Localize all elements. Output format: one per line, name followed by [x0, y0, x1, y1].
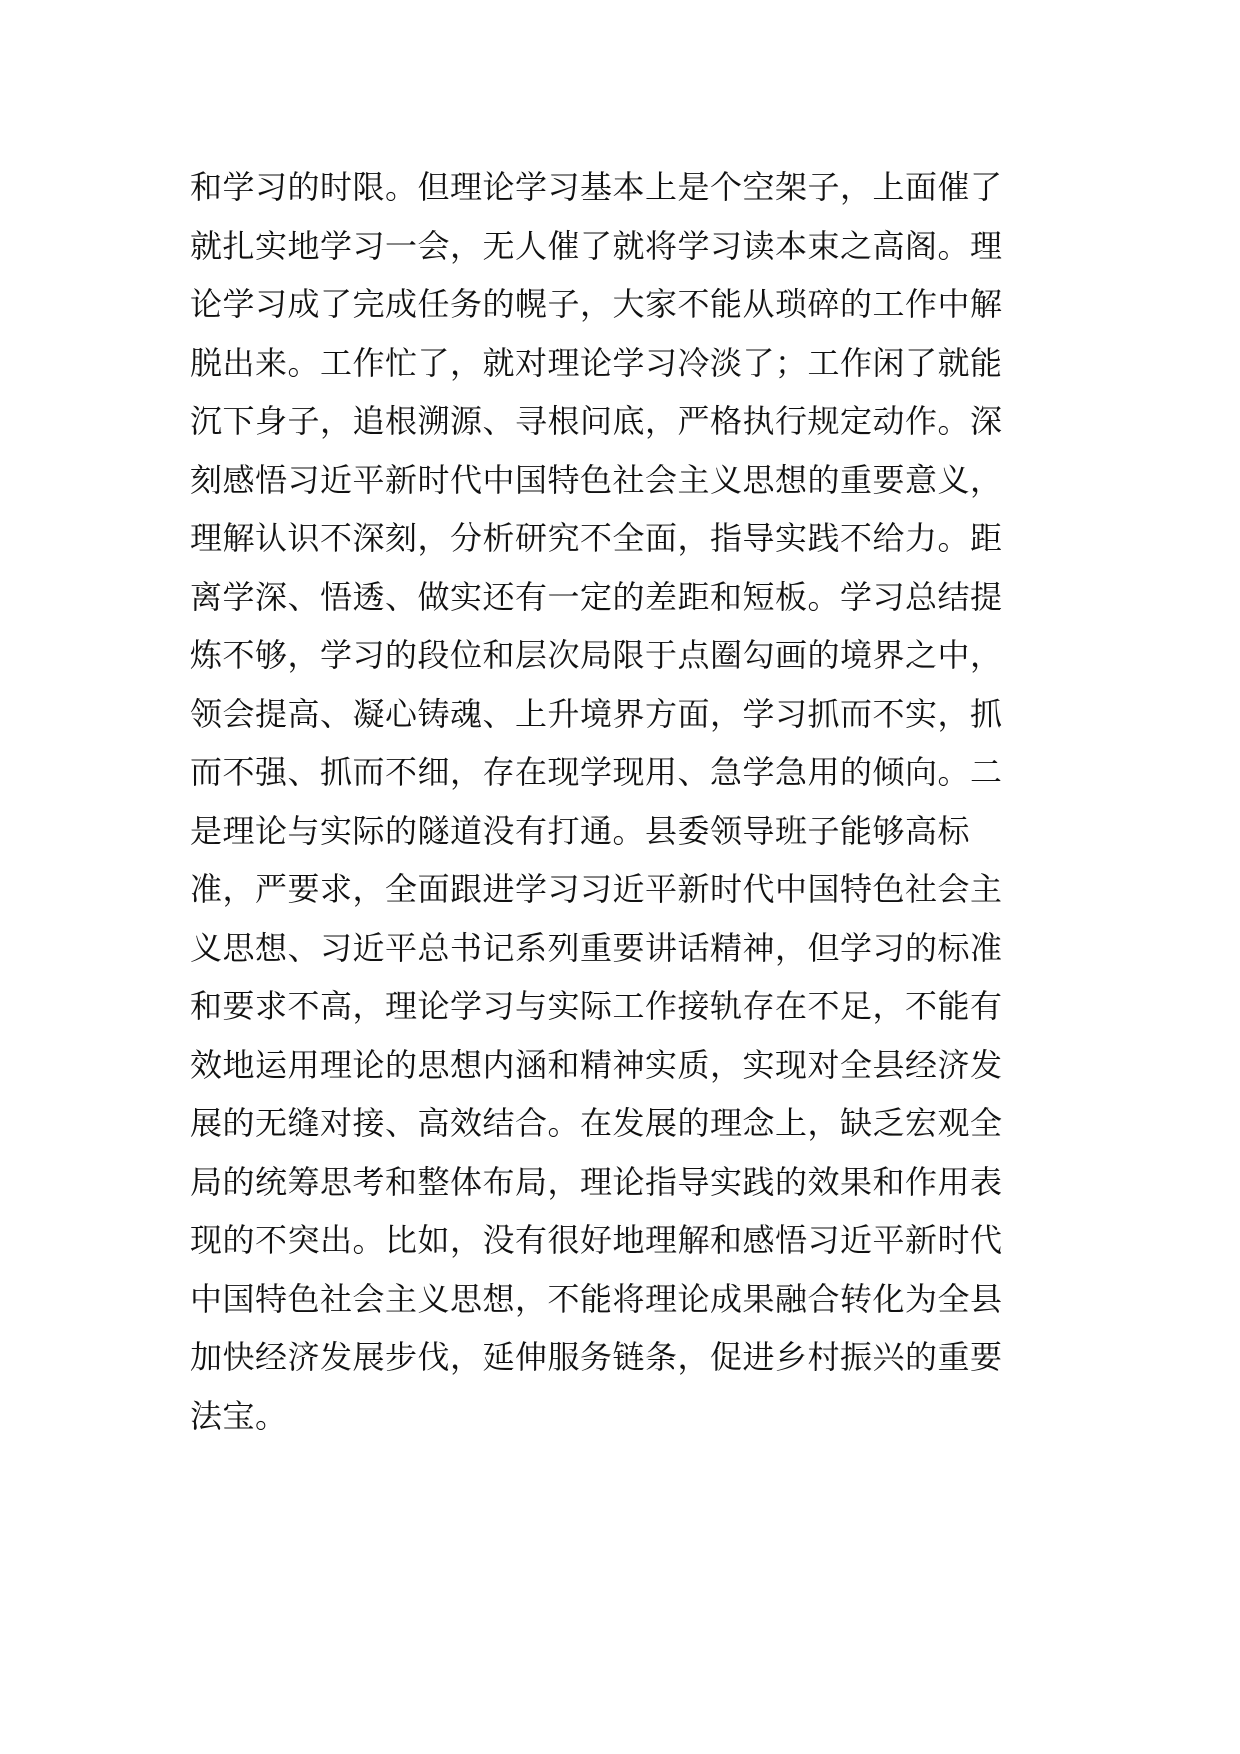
text-line: 准，严要求，全面跟进学习习近平新时代中国特色社会主: [190, 870, 1003, 908]
text-line: 而不强、抓而不细，存在现学现用、急学急用的倾向。二: [190, 753, 1003, 791]
text-line: 和学习的时限。但理论学习基本上是个空架子，上面催了: [190, 168, 1003, 206]
text-line: 效地运用理论的思想内涵和精神实质，实现对全县经济发: [190, 1045, 1003, 1084]
text-line: 论学习成了完成任务的幌子，大家不能从琐碎的工作中解: [190, 285, 1003, 323]
text-line: 刻感悟习近平新时代中国特色社会主义思想的重要意义，: [190, 460, 1003, 499]
text-line: 加快经济发展步伐，延伸服务链条，促进乡村振兴的重要: [190, 1338, 1003, 1376]
text-line: 法宝。: [190, 1396, 288, 1435]
text-line: 领会提高、凝心铸魂、上升境界方面，学习抓而不实，抓: [190, 694, 1003, 733]
body-paragraph: [190, 158, 1030, 1445]
text-line: 是理论与实际的隧道没有打通。县委领导班子能够高标: [190, 811, 971, 850]
text-line: 义思想、习近平总书记系列重要讲话精神，但学习的标准: [190, 928, 1003, 967]
text-line: 沉下身子，追根溯源、寻根问底，严格执行规定动作。深: [190, 402, 1003, 440]
text-line: 现的不突出。比如，没有很好地理解和感悟习近平新时代: [190, 1221, 1003, 1259]
text-line: 脱出来。工作忙了，就对理论学习冷淡了；工作闲了就能: [190, 343, 1003, 382]
text-line: 展的无缝对接、高效结合。在发展的理念上，缺乏宏观全: [190, 1104, 1003, 1142]
text-line: 理解认识不深刻，分析研究不全面，指导实践不给力。距: [190, 519, 1003, 557]
text-line: 离学深、悟透、做实还有一定的差距和短板。学习总结提: [190, 577, 1003, 616]
text-line: 炼不够，学习的段位和层次局限于点圈勾画的境界之中，: [190, 636, 1003, 674]
text-line: 和要求不高，理论学习与实际工作接轨存在不足，不能有: [190, 987, 1003, 1025]
text-line: 局的统筹思考和整体布局，理论指导实践的效果和作用表: [190, 1162, 1003, 1201]
text-line: 就扎实地学习一会，无人催了就将学习读本束之高阁。理: [190, 226, 1003, 265]
text-line: 中国特色社会主义思想，不能将理论成果融合转化为全县: [190, 1279, 1003, 1318]
